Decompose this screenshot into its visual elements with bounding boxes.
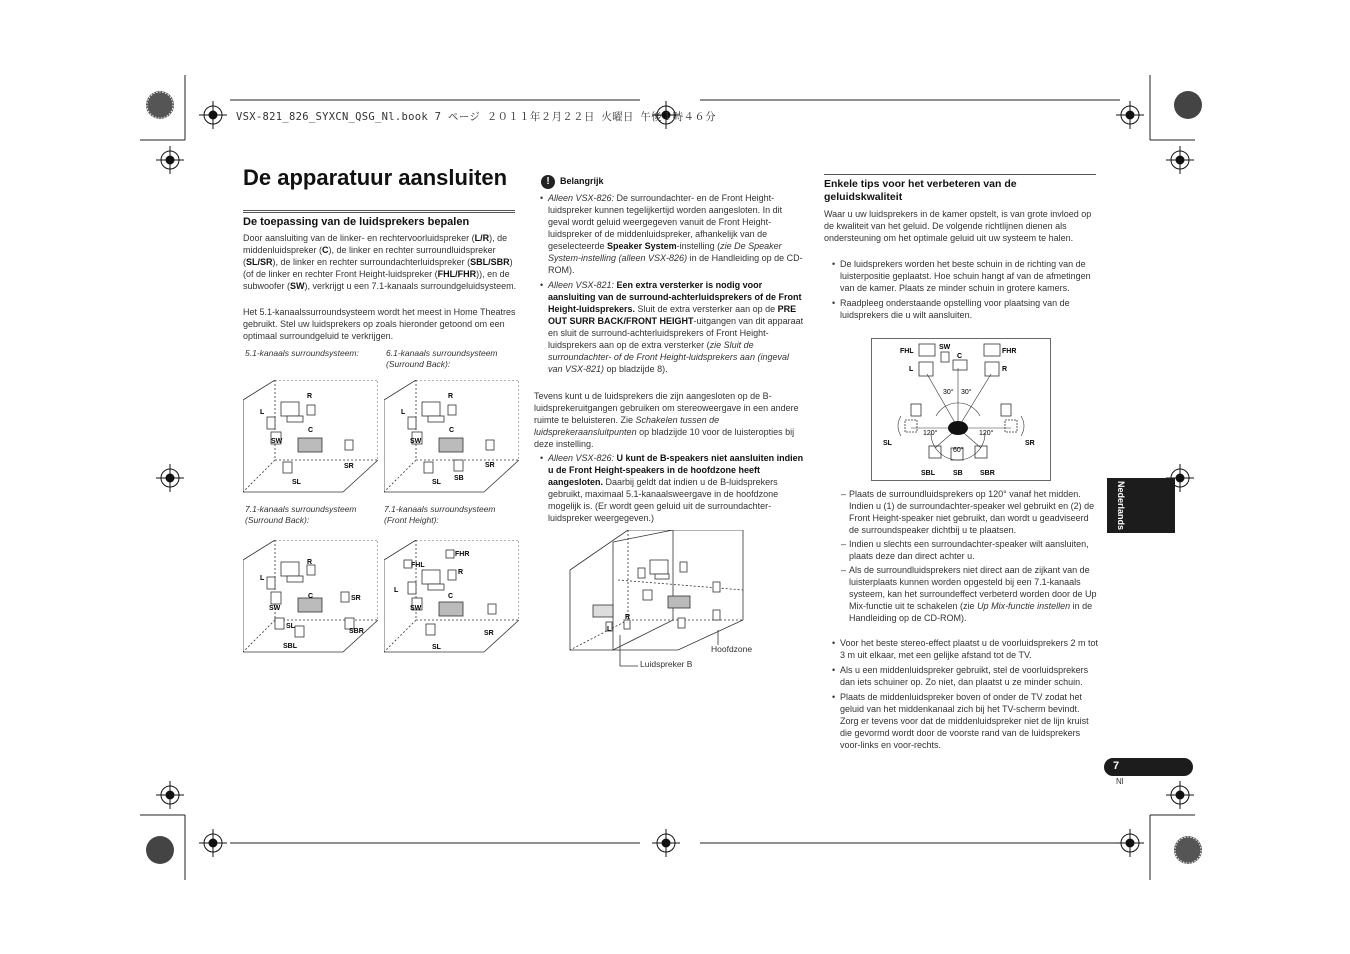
page-number: 7	[1113, 760, 1120, 772]
label-sl: SL	[292, 479, 301, 486]
label-l: L	[394, 587, 399, 594]
diag-30b: 30°	[961, 389, 972, 396]
diag-30a: 30°	[943, 389, 954, 396]
diag-60: 60°	[953, 447, 964, 454]
label-l: L	[401, 409, 406, 416]
section-heading-tips: Enkele tips voor het verbeteren van de geluidskwaliteit	[824, 178, 1017, 203]
diag-sl: SL	[883, 440, 892, 447]
important-icon: !	[541, 175, 555, 189]
label-sl: SL	[286, 623, 295, 630]
label-sr: SR	[351, 595, 361, 602]
label-c: C	[308, 593, 314, 600]
diag-sbl: SBL	[921, 470, 935, 477]
diag-sb: SB	[953, 470, 963, 477]
caption-71-back: 7.1-kanaals surroundsysteem (Surround Back):	[245, 504, 357, 525]
label-r: R	[458, 569, 464, 576]
label-sw: SW	[271, 438, 283, 445]
diag-sw: SW	[939, 344, 951, 351]
important-notes	[538, 192, 804, 378]
diag-r: R	[1002, 366, 1008, 373]
room-diagram-71-back	[243, 540, 378, 655]
important-heading: Belangrijk	[560, 176, 604, 186]
label-sr: SR	[485, 462, 495, 469]
label-zone-r: R	[625, 614, 631, 621]
diag-120b: 120°	[979, 430, 994, 437]
page-title: De apparatuur aansluiten	[243, 165, 508, 190]
label-fhl: FHL	[411, 562, 425, 569]
page-language-code: Nl	[1116, 777, 1124, 786]
caption-71-height: 7.1-kanaals surroundsysteem (Front Height):	[384, 504, 496, 525]
diag-fhr: FHR	[1002, 348, 1017, 355]
paragraph-speaker-intro: Door aansluiting van de linker- en rechtervoorluidspreker (L/R), de middenluidspreker (C), de linker en rechter surroundluidspreker (SL/SR), de linker en rechter surroundachterluidspreker (SBL/SBR) (of de linker en rechter Front Height-luidspreker (FHL/FHR)), en de subwoofer (SW), verkrijgt u een 7.1-kanaals surroundgeluidsysteem.	[243, 233, 517, 291]
label-r: R	[307, 393, 313, 400]
label-zone-l: L	[607, 626, 612, 633]
room-diagram-51	[243, 380, 378, 495]
label-sb: SB	[454, 475, 464, 482]
diag-120a: 120°	[923, 430, 938, 437]
room-diagram-71-height	[384, 540, 519, 655]
paragraph-b-speakers: Tevens kunt u de luidsprekers die zijn aangesloten op de B-luidsprekeruitgangen gebruiken om stereoweergave in een andere ruimte te beluisteren. Zie Schakelen tussen de luidsprekeraansluitpunten op bladzijde 10 voor de luisteropties bij deze instelling.	[534, 391, 799, 449]
diag-sr: SR	[1025, 440, 1035, 447]
label-sbl: SBL	[283, 643, 297, 650]
label-c: C	[308, 427, 314, 434]
room-diagram-61	[384, 380, 519, 495]
label-r: R	[448, 393, 454, 400]
caption-51: 5.1-kanaals surroundsysteem:	[245, 348, 359, 358]
label-sl: SL	[432, 644, 441, 651]
label-sw: SW	[269, 605, 281, 612]
tips-list-1: • De luidsprekers worden het beste schuin in de richting van de luisterpositie geplaatst. Hoe schuin hangt af van de afmetingen van de kamer. Plaats ze minder schuin in grotere kamers. • Raadpleeg onderstaande opstelling voor plaatsing van de luidsprekers die u wilt aansluiten.	[830, 258, 1098, 324]
tips-dash-list: – Plaats de surroundluidsprekers op 120° vanaf het midden. Indien u (1) de surroundachter-speaker wel gebruikt en (2) de Front Height-speaker niet gebruikt, dan wordt u geadviseerd de surroundspeaker dichtbij u te plaatsen. – Indien u slechts een surroundachter-speaker wilt aansluiten, plaats deze dan direct achter u. – Als de surroundluidsprekers niet direct aan de zijkant van de luisterplaats kunnen worden opgesteld bij een 7.1-kanaals systeem, kan het surroundeffect verbeterd worden door de Up Mix-functie uit te schakelen (zie Up Mix-functie instellen in de Handleiding op de CD-ROM).	[841, 488, 1097, 626]
label-sw: SW	[410, 438, 422, 445]
label-sl: SL	[432, 479, 441, 486]
note-b-speakers: • Alleen VSX-826: U kunt de B-speakers niet aansluiten indien u de Front Height-speakers in de hoofdzone heeft aangesloten. Daarbij geldt dat indien u de B-luidsprekers gebruikt, maximaal 5.1-kanaalsweergave in de hoofdzone mogelijk is. (Er wordt geen geluid uit de surroundachter-luidspreker weergegeven.)	[538, 452, 804, 527]
diag-fhl: FHL	[900, 348, 914, 355]
paragraph-tips-intro: Waar u uw luidsprekers in de kamer opstelt, is van grote invloed op de kwaliteit van het geluid. De volgende richtlijnen dienen als ondersteuning om het optimale geluid uit uw systeem te halen.	[824, 209, 1092, 243]
label-sbr: SBR	[349, 628, 364, 635]
label-fhr: FHR	[455, 551, 470, 558]
print-header: VSX-821_826_SYXCN_QSG_Nl.book 7 ページ ２０１１年２月２２日 火曜日 午後１時４６分	[236, 111, 716, 123]
section-rule	[243, 210, 515, 213]
section-rule-tips	[824, 174, 1096, 175]
label-c: C	[449, 427, 455, 434]
label-l: L	[260, 575, 265, 582]
label-sr: SR	[484, 630, 494, 637]
label-main-zone: Hoofdzone	[711, 644, 753, 654]
tips-list-2: • Voor het beste stereo-effect plaatst u de voorluidsprekers 2 m tot 3 m uit elkaar, met een gelijke afstand tot de TV. • Als u een middenluidspreker gebruikt, stel de voorluidsprekers dan iets schuiner op. Zo niet, dan plaatst u ze minder schuin. • Plaats de middenluidspreker boven of onder de TV zodat het geluid van het middenkanaal zich bij het TV-scherm bevindt. Zorg er tevens voor dat de middenluidspreker niet de lijn kruist die gevormd wordt door de voorste rand van de luidsprekers voor-links en voor-rechts.	[830, 637, 1098, 754]
label-sw: SW	[410, 605, 422, 612]
note-vsx821: • Alleen VSX-821: Een extra versterker is nodig voor aansluiting van de surround-achterluidsprekers of de Front Height-luidsprekers. Sluit de extra versterker aan op de PRE OUT SURR BACK/FRONT HEIGHT-uitgangen van dit apparaat en sluit de surround-achterluidsprekers of Front Height-luidsprekers aan op de extra versterker (zie Sluit de surroundachter- of de Front Height-luidsprekers aan (ingeval van VSX-821) op bladzijde 8).	[538, 279, 804, 375]
label-c: C	[448, 593, 454, 600]
diag-l: L	[909, 366, 914, 373]
label-l: L	[260, 409, 265, 416]
diag-sbr: SBR	[980, 470, 995, 477]
caption-61: 6.1-kanaals surroundsysteem (Surround Back):	[386, 348, 498, 369]
diag-c: C	[957, 353, 963, 360]
placement-diagram	[871, 338, 1051, 481]
paragraph-51-system: Het 5.1-kanaalssurroundsysteem wordt het meest in Home Theatres gebruikt. Stel uw luidsprekers op zoals hieronder getoond om een optimaal surroundgeluid te verkrijgen.	[243, 307, 516, 341]
label-speaker-b: Luidspreker B	[640, 659, 693, 669]
note-vsx826: • Alleen VSX-826: De surroundachter- en de Front Height-luidspreker kunnen tegelijkertijd worden aangesloten. In dit geval wordt geluid weergegeven vanuit de Front Height-luidspreker of de middenluidspreker, afhankelijk van de geselecteerde Speaker System-instelling (zie De Speaker System-instelling (alleen VSX-826) in de Handleiding op de CD-ROM).	[538, 192, 804, 276]
label-sr: SR	[344, 463, 354, 470]
section-heading-speakers: De toepassing van de luidsprekers bepalen	[243, 216, 470, 228]
language-tab-label: Nederlands	[1116, 480, 1126, 531]
label-r: R	[307, 559, 313, 566]
